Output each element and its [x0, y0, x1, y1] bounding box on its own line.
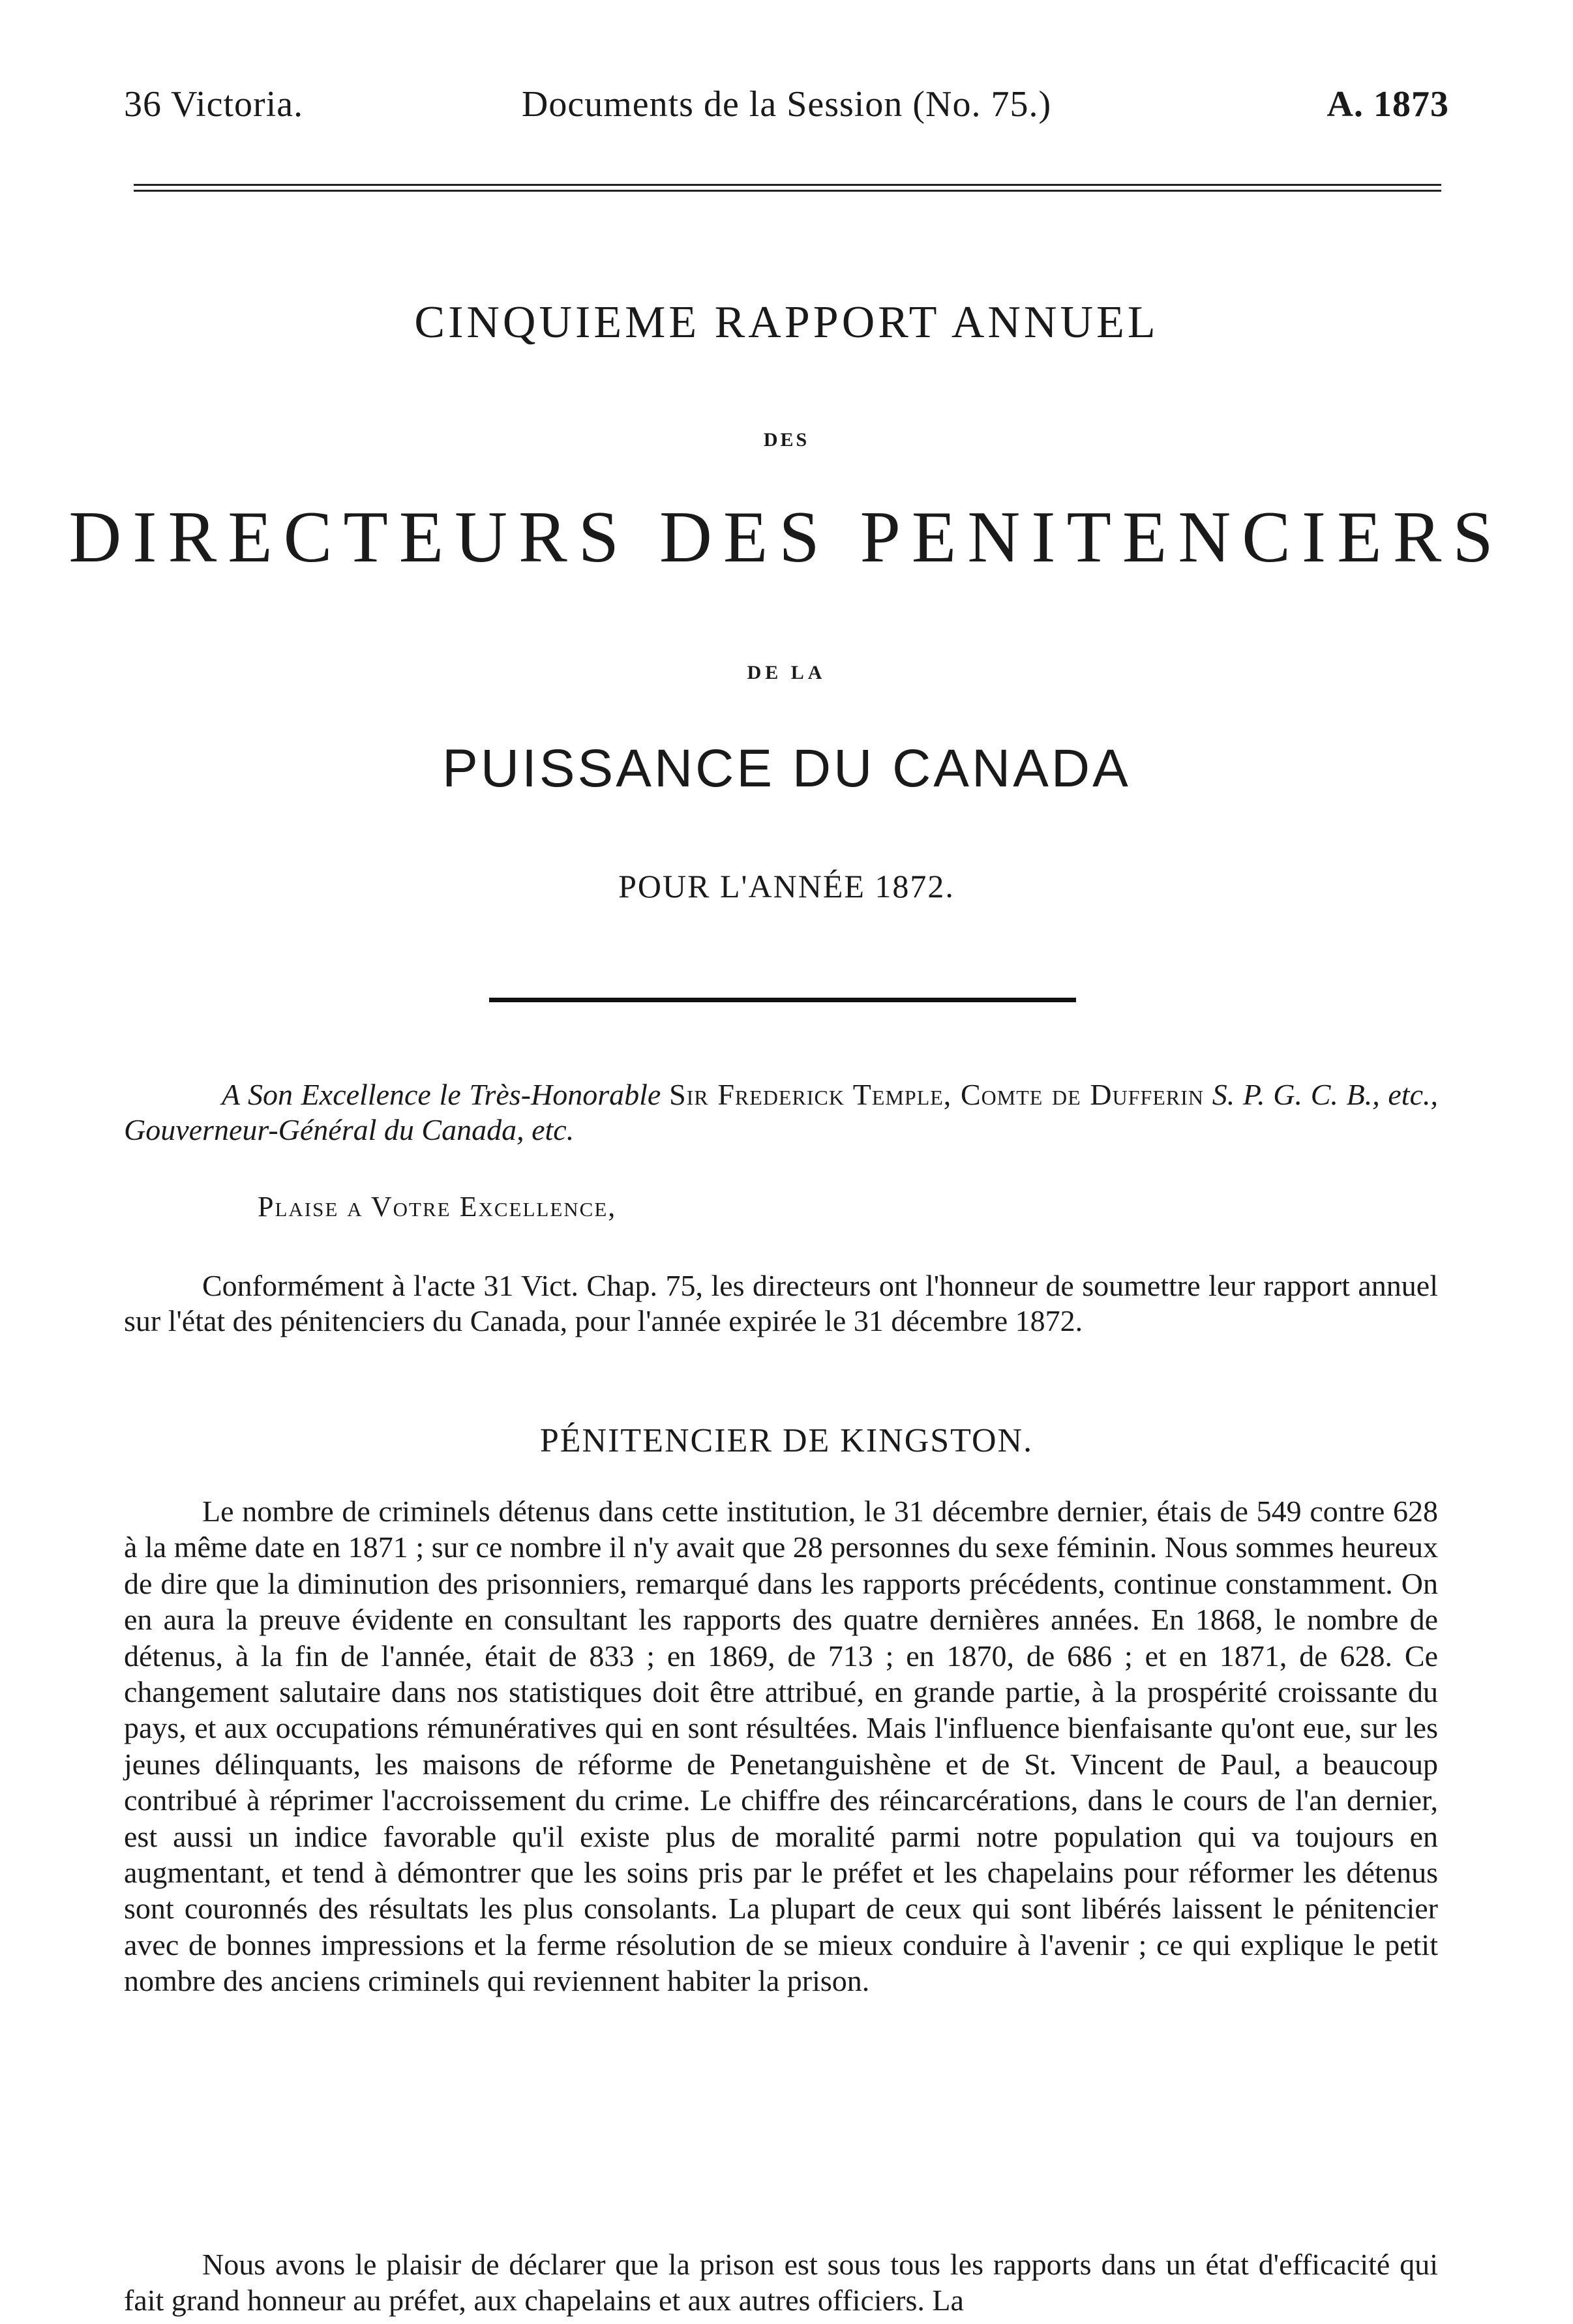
title-connector-de-la: DE LA: [747, 662, 826, 683]
title-connector-des: DES: [763, 429, 810, 451]
header-regnal-year: 36 Victoria.: [124, 84, 304, 125]
title-year: POUR L'ANNÉE 1872.: [618, 868, 955, 904]
section-heading: PÉNITENCIER DE KINGSTON.: [539, 1422, 1034, 1459]
header-session-document: Documents de la Session (No. 75.): [521, 84, 1052, 125]
address-prefix: A Son Excellence le Très-Honorable: [222, 1078, 661, 1111]
salutation: Plaise a Votre Excellence,: [258, 1191, 617, 1223]
intro-paragraph: Conformément à l'acte 31 Vict. Chap. 75, les directeurs ont l'honneur de soumettre leur rapport annuel sur l'état des pénitenciers du Canada, pour l'année expirée le 31 décembre 1872.: [124, 1269, 1438, 1337]
header-year: A. 1873: [1326, 84, 1449, 125]
title-dominion: PUISSANCE DU CANADA: [442, 739, 1131, 798]
body-paragraph: Le nombre de criminels détenus dans cette institution, le 31 décembre dernier, étais de 549 contre 628 à la même date en 1871 ; sur ce nombre il n'y avait que 28 personnes du sexe féminin. Nous sommes heureux de dire que la diminution des prisonniers, remarqué dans les rapports précédents, continue constamment. On en aura la preuve évidente en consultant les rapports des quatre dernières années. En 1868, le nombre de détenus, à la fin de l'année, était de 833 ; en 1869, de 713 ; en 1870, de 686 ; et en 1871, de 628. Ce changement salutaire dans nos statistiques doit être attribué, en grande partie, à la prospérité croissante du pays, et aux occupations rémunératives qui en sont résultées. Mais l'influence bienfaisante qu'ont eue, sur les jeunes délinquants, les maisons de réforme de Penetanguishène et de St. Vincent de Paul, a beaucoup contribué à réprimer l'accroissement du crime. Le chiffre des réincarcérations, dans le cours de l'an dernier, est aussi un indice favorable qu'il existe plus de moralité parmi notre population qui va toujours en augmentant, et tend à démontrer que les soins pris par le préfet et les chapelains pour réformer les détenus sont couronnés des résultats les plus consolants. La plupart de ceux qui sont libérés laissent le pénitencier avec de bonnes impressions et la ferme résolution de se mieux conduire à l'avenir ; ce qui explique le petit nombre des anciens criminels qui reviennent habiter la prison.: [124, 1495, 1438, 1998]
running-header: [124, 83, 1449, 136]
header-double-rule: [134, 184, 1441, 192]
address-suffix: S. P. G. C. B., etc., Gouverneur-Général du Canada, etc.: [124, 1078, 1439, 1146]
body-paragraph: Nous avons le plaisir de déclarer que la prison est sous tous les rapports dans un état d'efficacité qui fait grand honneur au préfet, aux chapelains et aux autres officiers. La: [124, 2248, 1438, 2317]
title-directors: DIRECTEURS DES PENITENCIERS: [68, 497, 1505, 578]
address-name: Sir Frederick Temple, Comte de Dufferin: [669, 1078, 1204, 1111]
report-title: CINQUIEME RAPPORT ANNUEL: [414, 297, 1159, 348]
dedication-address: [124, 1077, 1438, 1148]
title-divider-rule: [489, 998, 1076, 1002]
